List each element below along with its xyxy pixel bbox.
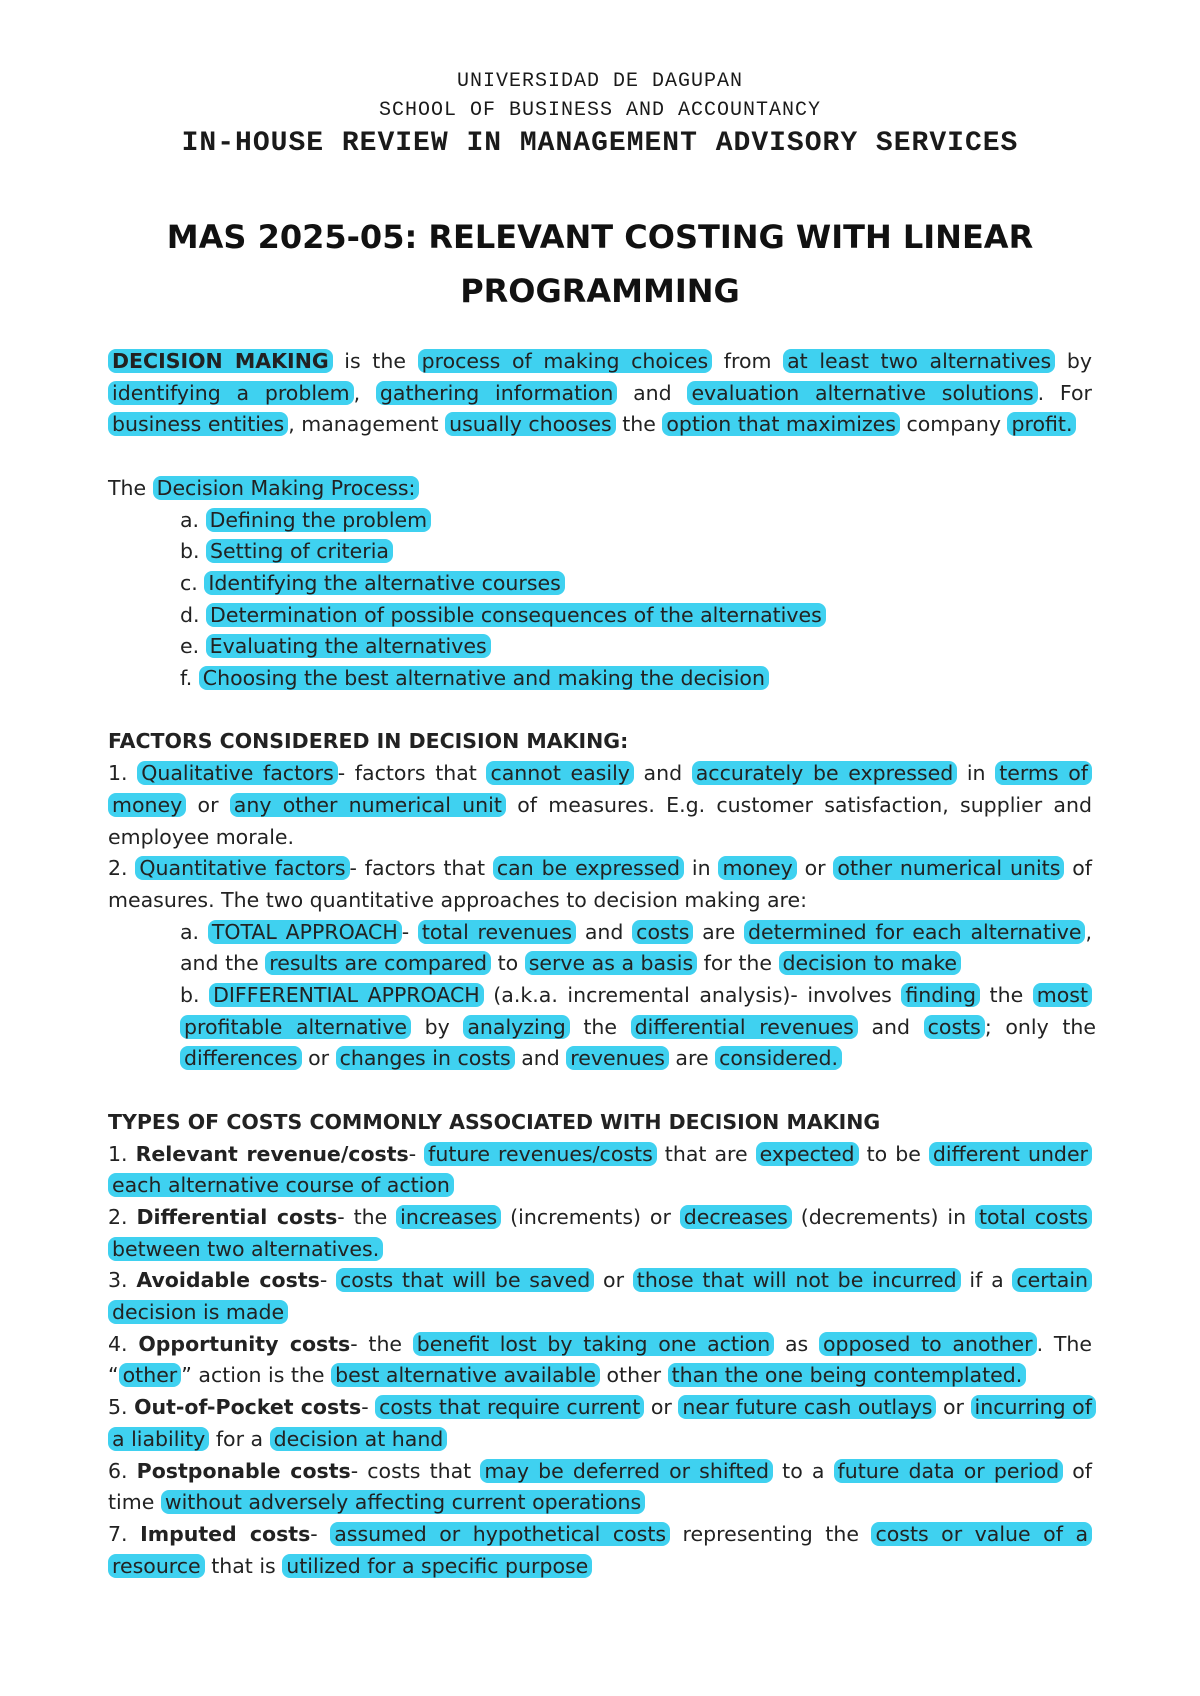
text-run: in: [684, 856, 719, 881]
text-run: 5.: [108, 1395, 135, 1420]
highlighted-text: Determination of possible consequences of the alternatives: [206, 603, 826, 627]
highlighted-text: near future cash outlays: [678, 1395, 936, 1419]
text-run: a.: [180, 507, 206, 532]
text-run: -: [361, 1395, 376, 1420]
text-run: ” action is the: [181, 1363, 332, 1388]
highlighted-text: DIFFERENTIAL APPROACH: [209, 983, 484, 1007]
highlighted-text: Setting of criteria: [206, 539, 393, 563]
text-run: the: [980, 983, 1033, 1008]
paragraph: [108, 1329, 1092, 1392]
highlighted-text: Quantitative factors: [135, 856, 349, 880]
text-run: of measures. E.g. customer satisfaction, supplier and employee morale.: [108, 792, 1092, 849]
text-run: Relevant revenue/costs: [135, 1141, 409, 1166]
text-run: of time: [108, 1458, 1092, 1515]
highlighted-text: can be expressed: [493, 856, 684, 880]
highlighted-text: considered.: [715, 1046, 842, 1070]
text-run: The: [108, 475, 153, 500]
text-run: . For: [1037, 380, 1092, 405]
text-run: . The “: [108, 1331, 1092, 1388]
highlighted-text: option that maximizes: [662, 412, 900, 436]
highlighted-text: at least two alternatives: [783, 349, 1055, 373]
text-run: or: [186, 792, 230, 817]
highlighted-text: costs: [924, 1015, 985, 1039]
spacer: [108, 441, 1092, 473]
text-run: - factors that: [337, 761, 487, 786]
text-run: c.: [180, 570, 205, 595]
text-run: 1.: [108, 761, 138, 786]
highlighted-text: evaluation alternative solutions: [687, 381, 1037, 405]
highlighted-text: increases: [396, 1205, 501, 1229]
highlighted-text: costs: [632, 920, 693, 944]
highlighted-text: results are compared: [265, 951, 491, 975]
text-run: f.: [180, 666, 199, 691]
review-title: IN-HOUSE REVIEW IN MANAGEMENT ADVISORY SERVICES: [181, 128, 1019, 159]
text-run: to a: [773, 1458, 834, 1483]
text-run: or: [936, 1395, 971, 1420]
text-run: 6.: [108, 1458, 137, 1483]
paragraph: [108, 1392, 1092, 1455]
highlighted-text: DECISION MAKING: [108, 349, 333, 373]
paragraph: [108, 917, 1092, 980]
text-run: that are: [656, 1141, 756, 1166]
text-run: Imputed costs: [140, 1521, 311, 1546]
highlighted-text: certain decision is made: [108, 1268, 1092, 1324]
highlighted-text: changes in costs: [336, 1046, 515, 1070]
text-run: the: [569, 1014, 631, 1039]
highlighted-text: total revenues: [418, 920, 576, 944]
highlighted-text: serve as a basis: [525, 951, 697, 975]
paragraph: [108, 980, 1096, 1075]
highlighted-text: costs that will be saved: [336, 1268, 594, 1292]
paragraph: [108, 1202, 1092, 1265]
highlighted-text: may be deferred or shifted: [480, 1459, 773, 1483]
paragraph: [108, 631, 1092, 663]
text-run: to: [491, 951, 525, 976]
text-run: and: [514, 1046, 567, 1071]
paragraph: [108, 758, 1092, 853]
text-run: - the: [350, 1331, 413, 1356]
highlighted-text: best alternative available: [331, 1363, 600, 1387]
highlighted-text: opposed to another: [819, 1332, 1037, 1356]
text-run: 1.: [108, 1141, 136, 1166]
text-run: -: [401, 919, 418, 944]
highlighted-text: decision to make: [779, 951, 961, 975]
text-run: for a: [209, 1426, 270, 1451]
text-run: - factors that: [349, 856, 493, 881]
highlighted-text: costs that require current: [375, 1395, 644, 1419]
highlighted-text: Identifying the alternative courses: [204, 571, 565, 595]
highlighted-text: future data or period: [834, 1459, 1064, 1483]
highlighted-text: finding: [901, 983, 980, 1007]
school-name: SCHOOL OF BUSINESS AND ACCOUNTANCY: [378, 99, 822, 122]
highlighted-text: cannot easily: [486, 761, 633, 785]
paragraph: [108, 1265, 1092, 1328]
highlighted-text: costs or value of a resource: [108, 1522, 1092, 1578]
text-run: TYPES OF COSTS COMMONLY ASSOCIATED WITH DECISION MAKING: [108, 1109, 881, 1134]
text-run: to be: [858, 1141, 929, 1166]
highlighted-text: usually chooses: [445, 412, 616, 436]
text-run: -: [408, 1141, 425, 1166]
text-run: b.: [180, 983, 210, 1008]
text-run: , management: [288, 412, 446, 437]
highlighted-text: than the one being contemplated.: [668, 1363, 1027, 1387]
text-run: e.: [180, 634, 206, 659]
highlighted-text: any other numerical unit: [230, 793, 506, 817]
text-run: FACTORS CONSIDERED IN DECISION MAKING:: [108, 729, 629, 754]
highlighted-text: other numerical units: [833, 856, 1064, 880]
text-run: of measures. The two quantitative approaches to decision making are:: [108, 856, 1093, 912]
text-run: 4.: [108, 1331, 139, 1356]
highlighted-text: Qualitative factors: [137, 761, 338, 785]
highlighted-text: those that will not be incurred: [633, 1268, 961, 1292]
text-run: or: [301, 1046, 336, 1071]
highlighted-text: Evaluating the alternatives: [206, 634, 491, 658]
highlighted-text: total costs between two alternatives.: [108, 1205, 1092, 1261]
text-run: 2.: [108, 1204, 137, 1229]
paragraph: [108, 568, 1092, 600]
text-run: d.: [180, 602, 207, 627]
paragraph: [108, 536, 1092, 568]
text-run: in: [957, 761, 996, 786]
text-run: are: [693, 919, 745, 944]
text-run: (a.k.a. incremental analysis)- involves: [483, 983, 902, 1008]
text-run: (increments) or: [501, 1204, 680, 1229]
highlighted-text: determined for each alternative: [744, 920, 1085, 944]
paragraph: [108, 473, 1092, 505]
text-run: is the: [332, 349, 418, 373]
highlighted-text: revenues: [566, 1046, 669, 1070]
text-run: representing the: [670, 1521, 872, 1546]
text-run: from: [712, 349, 784, 373]
text-run: Out-of-Pocket costs: [134, 1395, 362, 1420]
text-run: ; only the: [984, 1014, 1096, 1039]
highlighted-text: analyzing: [463, 1015, 569, 1039]
text-run: or: [796, 856, 834, 881]
text-run: and: [857, 1014, 924, 1039]
text-run: if a: [960, 1268, 1013, 1293]
text-run: Opportunity costs: [138, 1331, 351, 1356]
highlighted-text: incurring of a liability: [108, 1395, 1096, 1451]
text-run: Postponable costs: [136, 1458, 351, 1483]
highlighted-text: other: [119, 1363, 182, 1387]
text-run: Avoidable costs: [136, 1268, 320, 1293]
paragraph: [108, 505, 1092, 537]
text-run: 3.: [108, 1268, 137, 1293]
spacer: [108, 695, 1092, 727]
text-run: -: [319, 1268, 336, 1293]
document-body: [108, 346, 1096, 1582]
highlighted-text: terms of money: [108, 761, 1092, 817]
text-run: ,: [353, 380, 376, 405]
university-name: UNIVERSIDAD DE DAGUPAN: [456, 70, 744, 93]
text-run: the: [615, 412, 663, 437]
highlighted-text: Choosing the best alternative and making the decision: [199, 666, 769, 690]
text-run: a.: [180, 919, 208, 944]
text-run: (decrements) in: [791, 1204, 975, 1229]
text-run: - costs that: [350, 1458, 481, 1483]
highlighted-text: accurately be expressed: [692, 761, 957, 785]
text-run: other: [599, 1363, 668, 1388]
text-run: , and the: [180, 919, 1093, 976]
text-run: 7.: [108, 1521, 141, 1546]
page-title: MAS 2025-05: RELEVANT COSTING WITH LINEAR PROGRAMMING: [166, 218, 1034, 310]
highlighted-text: Decision Making Process:: [153, 476, 420, 500]
highlighted-text: differences: [180, 1046, 302, 1070]
highlighted-text: differential revenues: [631, 1015, 858, 1039]
text-run: and: [633, 761, 692, 786]
spacer: [108, 1075, 1092, 1107]
paragraph: [108, 1107, 1092, 1139]
text-run: or: [644, 1395, 679, 1420]
text-run: for the: [697, 951, 779, 976]
highlighted-text: benefit lost by taking one action: [413, 1332, 774, 1356]
highlighted-text: different under each alternative course of action: [108, 1142, 1092, 1198]
text-run: are: [668, 1046, 716, 1071]
text-run: -: [310, 1521, 331, 1546]
text-run: Differential costs: [136, 1204, 338, 1229]
paragraph: [108, 1519, 1092, 1582]
highlighted-text: expected: [756, 1142, 859, 1166]
text-run: and: [576, 919, 633, 944]
text-run: company: [899, 412, 1008, 437]
text-run: by: [1055, 349, 1092, 373]
paragraph: [108, 1139, 1092, 1202]
text-run: 2.: [108, 856, 136, 881]
highlighted-text: utilized for a specific purpose: [282, 1554, 592, 1578]
text-run: b.: [180, 539, 207, 564]
highlighted-text: TOTAL APPROACH: [208, 920, 402, 944]
highlighted-text: business entities: [108, 412, 288, 436]
paragraph: [108, 1456, 1092, 1519]
highlighted-text: without adversely affecting current operations: [161, 1490, 645, 1514]
paragraph: [108, 600, 1092, 632]
text-run: that is: [204, 1553, 283, 1578]
highlighted-text: profit.: [1007, 412, 1076, 436]
text-run: by: [410, 1014, 464, 1039]
highlighted-text: assumed or hypothetical costs: [330, 1522, 670, 1546]
highlighted-text: identifying a problem: [108, 381, 354, 405]
paragraph: [108, 726, 1092, 758]
text-run: or: [594, 1268, 633, 1293]
text-run: - the: [337, 1204, 397, 1229]
paragraph: [108, 853, 1092, 916]
paragraph: [108, 346, 1092, 441]
highlighted-text: future revenues/costs: [424, 1142, 657, 1166]
highlighted-text: Defining the problem: [206, 508, 432, 532]
highlighted-text: money: [718, 856, 796, 880]
paragraph: [108, 663, 1092, 695]
highlighted-text: most profitable alternative: [180, 983, 1092, 1039]
highlighted-text: decreases: [680, 1205, 792, 1229]
text-run: as: [774, 1331, 819, 1356]
text-run: and: [617, 380, 688, 405]
highlighted-text: gathering information: [376, 381, 617, 405]
highlighted-text: process of making choices: [418, 349, 713, 373]
highlighted-text: decision at hand: [270, 1427, 448, 1451]
